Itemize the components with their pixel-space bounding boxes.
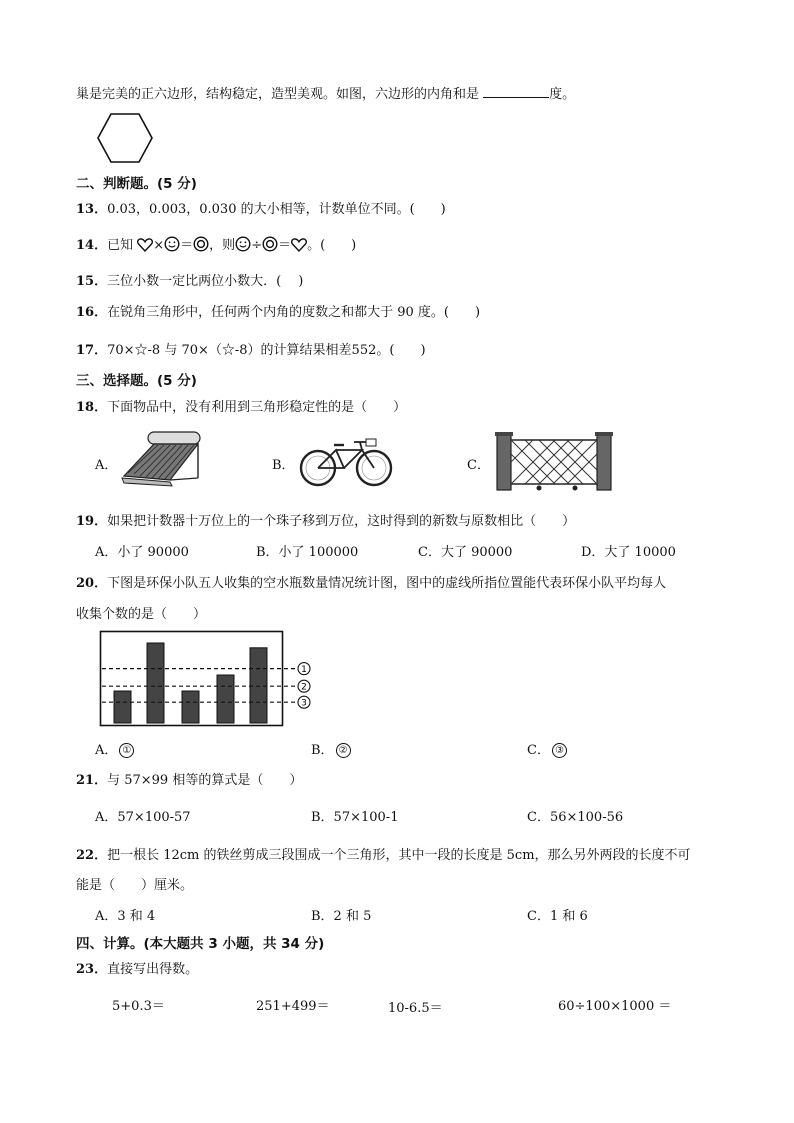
q20-option-c[interactable] xyxy=(527,739,567,758)
q18-option-a[interactable]: A． xyxy=(95,458,118,473)
calc-item: 5+0.3＝ xyxy=(112,999,165,1014)
q22-option-a[interactable]: A．3 和 4 xyxy=(95,909,156,924)
chart-bar-1 xyxy=(114,691,131,723)
q20-option-a-letter: A． xyxy=(95,743,118,758)
q19 xyxy=(76,510,575,529)
q20-number: 20． xyxy=(76,576,108,591)
q14-tail: 。( ) xyxy=(307,238,357,253)
q21-number: 21． xyxy=(76,773,108,788)
q18-option-c[interactable]: C． xyxy=(467,458,490,473)
section4-title: 四、计算。(本大题共 3 小题，共 34 分) xyxy=(76,936,325,952)
q14-number: 14． xyxy=(76,238,108,253)
chart-bar-3 xyxy=(182,691,199,723)
q22-line1 xyxy=(76,844,691,863)
hexagon-figure xyxy=(97,113,153,163)
chart-bar-4 xyxy=(217,675,234,723)
q20-option-c-marker: ③ xyxy=(552,743,567,758)
reference-label: 2 xyxy=(301,682,307,693)
section3-title: 三、选择题。(5 分) xyxy=(76,373,197,389)
q21-option-a[interactable]: A．57×100-57 xyxy=(95,810,191,825)
q16 xyxy=(76,301,480,320)
reference-label: 1 xyxy=(301,665,307,676)
q17-number: 17． xyxy=(76,343,108,358)
q19-text: 如果把计数器十万位上的一个珠子移到万位，这时得到的新数与原数相比（ ） xyxy=(107,514,576,529)
q23-text: 直接写出得数。 xyxy=(107,962,199,977)
q14 xyxy=(76,233,356,253)
then-text: ，则 xyxy=(209,238,236,253)
q20-option-c-letter: C． xyxy=(527,743,550,758)
chart-bar-5 xyxy=(250,648,267,723)
smiley-icon xyxy=(164,236,180,252)
folding-gate-image xyxy=(495,430,613,492)
q16-text: 在锐角三角形中，任何两个内角的度数之和都大于 90 度。( ) xyxy=(107,305,481,320)
q20-option-b-letter: B． xyxy=(311,743,334,758)
q22-number: 22． xyxy=(76,848,108,863)
solar-water-heater-image xyxy=(118,428,204,490)
q22-option-c[interactable]: C．1 和 6 xyxy=(527,909,588,924)
answer-blank[interactable] xyxy=(483,85,549,98)
q15-number: 15． xyxy=(76,274,108,289)
reference-label: 3 xyxy=(301,698,307,709)
intro-text: 巢是完美的正六边形，结构稳定，造型美观。如图，六边形的内角和是 xyxy=(76,87,480,102)
q18 xyxy=(76,396,406,415)
q20-option-a-marker: ① xyxy=(119,743,134,758)
q20-line1 xyxy=(76,572,666,591)
q20-option-b[interactable] xyxy=(311,739,351,758)
double-circle-icon xyxy=(262,236,278,252)
q20-option-b-marker: ② xyxy=(336,743,351,758)
q15 xyxy=(76,270,303,289)
calc-item: 60÷100×1000 ＝ xyxy=(558,999,672,1014)
q21 xyxy=(76,769,302,788)
q21-text: 与 57×99 相等的算式是（ ） xyxy=(107,773,303,788)
q22-option-b[interactable]: B．2 和 5 xyxy=(311,909,372,924)
heart-icon xyxy=(291,238,307,252)
q18-text: 下面物品中，没有利用到三角形稳定性的是（ ） xyxy=(107,400,407,415)
q18-number: 18． xyxy=(76,400,108,415)
q19-option-d[interactable]: D．大了 10000 xyxy=(581,545,676,560)
intro-line xyxy=(76,83,575,102)
divide-sign: ÷ xyxy=(251,238,263,253)
q18-option-b[interactable]: B． xyxy=(272,458,295,473)
q21-option-c[interactable]: C．56×100-56 xyxy=(527,810,624,825)
equals-sign: ＝ xyxy=(180,238,194,253)
q17 xyxy=(76,339,426,358)
q14-text-a: 已知 xyxy=(107,238,134,253)
equals-sign: ＝ xyxy=(278,238,292,253)
chart-bar-2 xyxy=(147,643,164,723)
q23 xyxy=(76,958,198,977)
q21-option-b[interactable]: B．57×100-1 xyxy=(311,810,399,825)
calc-item: 251+499＝ xyxy=(256,999,330,1014)
q19-option-a[interactable]: A．小了 90000 xyxy=(95,545,189,560)
q20-option-a[interactable] xyxy=(95,739,134,758)
q22-text1: 把一根长 12cm 的铁丝剪成三段围成一个三角形，其中一段的长度是 5cm，那么另外两段的长度不可 xyxy=(107,848,691,863)
q13-number: 13． xyxy=(76,202,108,217)
smiley-icon xyxy=(235,236,251,252)
q15-text: 三位小数一定比两位小数大．( ) xyxy=(107,274,304,289)
bicycle-image xyxy=(298,436,394,488)
double-circle-icon xyxy=(193,236,209,252)
bottle-bar-chart xyxy=(100,631,320,727)
q19-number: 19． xyxy=(76,514,108,529)
q20-text1: 下图是环保小队五人收集的空水瓶数量情况统计图，图中的虚线所指位置能代表环保小队平均每人 xyxy=(107,576,667,591)
q16-number: 16． xyxy=(76,305,108,320)
q17-text: 70×☆-8 与 70×（☆-8）的计算结果相差552。( ) xyxy=(107,343,426,358)
times-sign: × xyxy=(153,238,165,253)
q13 xyxy=(76,198,446,217)
calc-item: 10-6.5＝ xyxy=(388,1001,443,1016)
q19-option-c[interactable]: C．大了 90000 xyxy=(418,545,513,560)
intro-unit: 度。 xyxy=(549,87,576,102)
q19-option-b[interactable]: B．小了 100000 xyxy=(256,545,359,560)
q13-text: 0.03，0.003，0.030 的大小相等，计数单位不同。( ) xyxy=(107,202,446,217)
q20-text2: 收集个数的是（ ） xyxy=(76,607,207,622)
heart-icon xyxy=(137,238,153,252)
q22-text2: 能是（ ）厘米。 xyxy=(76,878,194,893)
section2-title: 二、判断题。(5 分) xyxy=(76,176,197,192)
q23-number: 23． xyxy=(76,962,108,977)
